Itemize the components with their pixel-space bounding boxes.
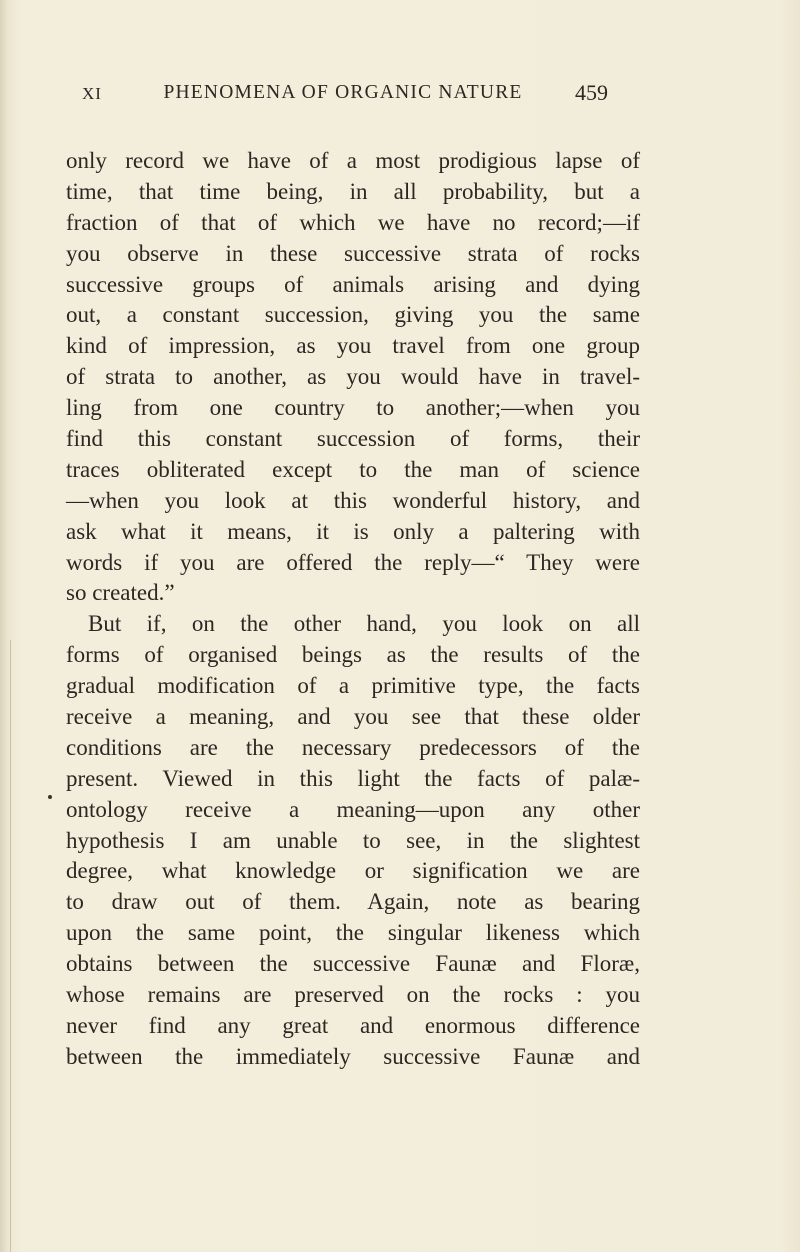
- margin-mark: [48, 795, 52, 799]
- text-line: gradual modification of a primitive type, the facts: [66, 673, 640, 699]
- text-line: never find any great and enormous difference: [66, 1012, 640, 1038]
- text-line: degree, what knowledge or signification we are: [66, 858, 640, 884]
- text-line: upon the same point, the singular likeness which: [66, 920, 640, 946]
- text-line: conditions are the necessary predecessors of the: [66, 734, 640, 760]
- text-line: to draw out of them. Again, note as bearing: [66, 889, 640, 915]
- page-edge-line: [10, 640, 11, 1252]
- chapter-number: XI: [82, 84, 102, 103]
- text-line: ling from one country to another;—when you: [66, 395, 640, 421]
- text-line: ask what it means, it is only a paltering with: [66, 518, 640, 544]
- text-line: obtains between the successive Faunæ and Floræ,: [66, 951, 640, 977]
- text-line: of strata to another, as you would have in travel-: [66, 364, 640, 390]
- text-line: present. Viewed in this light the facts of palæ-: [66, 765, 640, 791]
- text-line: But if, on the other hand, you look on all: [88, 611, 640, 637]
- text-line: out, a constant succession, giving you the same: [66, 302, 640, 328]
- text-line: kind of impression, as you travel from one group: [66, 333, 640, 359]
- text-line: traces obliterated except to the man of science: [66, 456, 640, 482]
- text-line: find this constant succession of forms, their: [66, 426, 640, 452]
- text-line: —when you look at this wonderful history, and: [66, 487, 640, 513]
- text-line: ontology receive a meaning—upon any other: [66, 796, 640, 822]
- text-line: so created.”: [66, 580, 175, 606]
- text-line: words if you are offered the reply—“ They were: [66, 549, 640, 575]
- text-line: you observe in these successive strata of rocks: [66, 240, 640, 266]
- text-line: hypothesis I am unable to see, in the slightest: [66, 827, 640, 853]
- body-text: [66, 146, 640, 1073]
- text-line: receive a meaning, and you see that these older: [66, 704, 640, 730]
- page-number: 459: [575, 80, 608, 105]
- text-line: fraction of that of which we have no record;—if: [66, 209, 640, 235]
- text-line: time, that time being, in all probability, but a: [66, 178, 640, 204]
- page-header: [0, 0, 800, 120]
- text-line: whose remains are preserved on the rocks : you: [66, 982, 640, 1008]
- text-line: forms of organised beings as the results of the: [66, 642, 640, 668]
- text-line: successive groups of animals arising and dying: [66, 271, 640, 297]
- running-title: PHENOMENA OF ORGANIC NATURE: [163, 82, 523, 103]
- text-line: only record we have of a most prodigious lapse of: [66, 148, 640, 173]
- text-line: between the immediately successive Faunæ and: [66, 1043, 640, 1069]
